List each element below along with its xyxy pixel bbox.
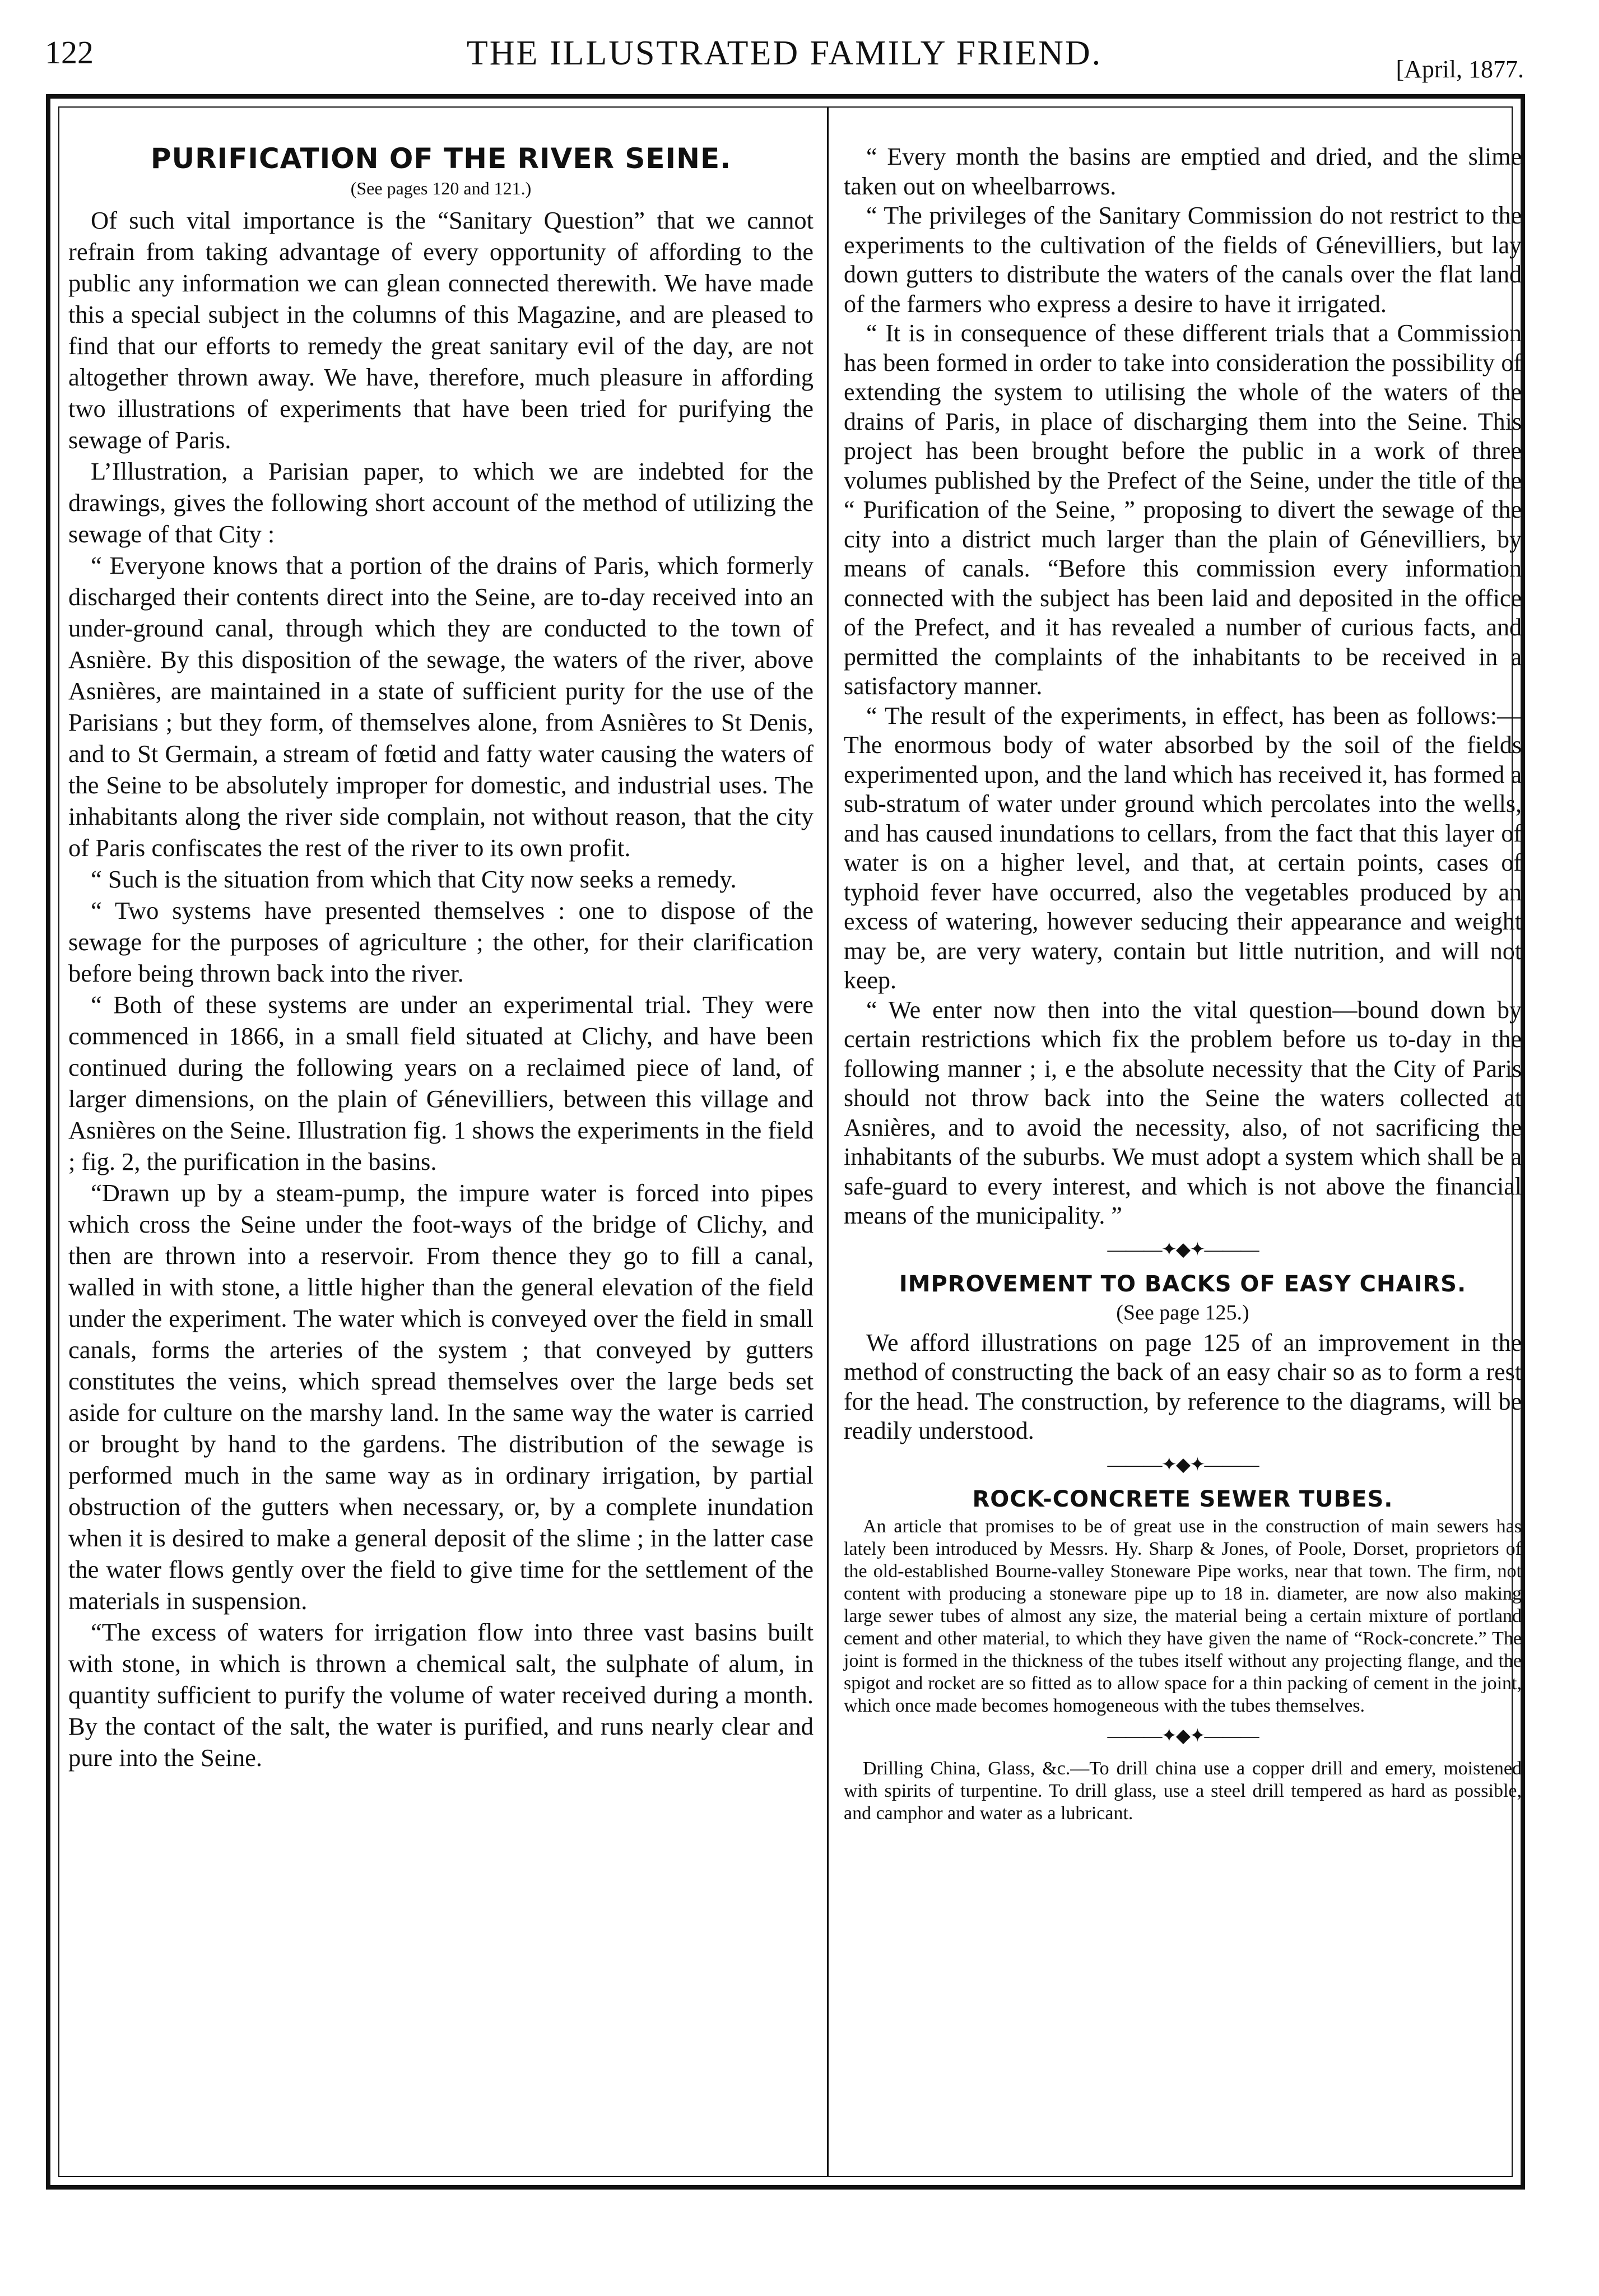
section-title: ROCK-CONCRETE SEWER TUBES. — [972, 1486, 1393, 1512]
paragraph: Drilling China, Glass, &c.—To drill china use a copper drill and emery, moistened with spirits of turpentine. To drill glass, use a steel drill tempered as hard as possible, and camphor and water as a lubricant. — [844, 1758, 1522, 1824]
paragraph: “ Such is the situation from which that City now seeks a remedy. — [91, 865, 737, 893]
paragraph: Of such vital importance is the “Sanitary Question” that we cannot refrain from taking advantage of every opportunity of affording to the public any information we can glean connected therewith. We have made this a special subject in the columns of this Magazine, and are pleased to find that our efforts to remedy the great sanitary evil of the day, are not altogether thrown away. We have, therefore, much pleasure in affording two illustrations of experiments that have been tried for purifying the sewage of Paris. — [68, 206, 814, 454]
ornament-divider: ———✦◆✦——— — [1107, 1725, 1258, 1746]
article-subtitle: (See pages 120 and 121.) — [350, 178, 532, 198]
left-column — [68, 142, 814, 1773]
page-frame-inner — [58, 106, 1522, 2177]
paragraph: L’Illustration, a Parisian paper, to which we are indebted for the drawings, gives the following short account of the method of utilizing the sewage of that City : — [68, 457, 814, 548]
column-rule — [827, 108, 829, 2176]
section-subtitle: (See page 125.) — [1116, 1300, 1249, 1324]
paragraph: An article that promises to be of great use in the construction of main sewers has lately been introduced by Messrs. Hy. Sharp & Jones, of Poole, Dorset, proprietors of the old-established Bourne-valley Stoneware Pipe works, near that town. The firm, not content with producing a stoneware pipe up to 18 in. diameter, are now also making large sewer tubes of almost any size, the material being a certain mixture of portland cement and other material, to which they have given the name of “Rock-concrete.” The joint is formed in the thickness of the tubes itself without any projecting flange, and the spigot and rocket are so fitted as to allow space for a thin packing of cement in the joint, which once made becomes homogeneous with the tubes themselves. — [844, 1516, 1522, 1716]
page-frame — [46, 94, 1525, 2190]
running-head: THE ILLUSTRATED FAMILY FRIEND. — [466, 34, 1103, 72]
page-header — [45, 34, 1524, 84]
paragraph: “ Everyone knows that a portion of the drains of Paris, which formerly discharged their contents direct into the Seine, are to-day received into an under-ground canal, through which they are conducted to the town of Asnière. By this disposition of the sewage, the waters of the river, above Asnières, are maintained in a state of sufficient purity for the use of the Parisians ; but they form, of themselves alone, from Asnières to St Denis, and to St Germain, a stream of fœtid and fatty water causing the waters of the Seine to be absolutely improper for domestic, and industrial uses. The inhabitants along the river side complain, not without reason, that the city of Paris confiscates the rest of the river to its own profit. — [68, 551, 814, 862]
small-print-block — [844, 1516, 1522, 1717]
paragraph: “ Both of these systems are under an experimental trial. They were commenced in 1866, in a small field situated at Clichy, and have been continued during the following years on a reclaimed piece of land, of larger dimensions, on the plain of Génevilliers, between this village and Asnières on the Seine. Illustration fig. 1 shows the experiments in the field ; fig. 2, the purification in the basins. — [68, 991, 814, 1175]
page-number: 122 — [45, 34, 94, 71]
right-column — [844, 142, 1522, 1825]
ornament-divider: ———✦◆✦——— — [1107, 1239, 1258, 1260]
paragraph: “ Two systems have presented themselves : one to dispose of the sewage for the purposes of agriculture ; the other, for their clarification before being thrown back into the river. — [68, 896, 814, 987]
paragraph: We afford illustrations on page 125 of an improvement in the method of constructing the back of an easy chair so as to form a rest for the head. The construction, by reference to the diagrams, will be readily understood. — [844, 1328, 1522, 1444]
paragraph: “The excess of waters for irrigation flow into three vast basins built with stone, in which is thrown a chemical salt, the sulphate of alum, in quantity sufficient to purify the volume of water received during a month. By the contact of the salt, the water is purified, and runs nearly clear and pure into the Seine. — [68, 1618, 814, 1772]
section-title: IMPROVEMENT TO BACKS OF EASY CHAIRS. — [899, 1271, 1467, 1297]
issue-date: [April, 1877. — [1396, 55, 1524, 83]
paragraph: “ We enter now then into the vital question—bound down by certain restrictions which fix the problem before us to-day in the following manner ; i, e the absolute necessity that the City of Paris should not throw back into the Seine the waters collected at Asnières, and to avoid the necessity, also, of not sacrificing the inhabitants of the suburbs. We must adopt a system which shall be a safe-guard to every interest, and which is not above the financial means of the municipality. ” — [844, 996, 1522, 1229]
small-print-block — [844, 1758, 1522, 1825]
paragraph: “ The result of the experiments, in effect, has been as follows:—The enormous body of water absorbed by the soil of the fields experimented upon, and the land which has received it, has formed a sub-stratum of water under ground which percolates into the wells, and has caused inundations to cellars, from the fact that this layer of water is on a higher level, and that, at certain points, cases of typhoid fever have occurred, also the vegetables produced by an excess of watering, however seducing their appearance and weight may be, are very watery, contain but little nutrition, and will not keep. — [844, 701, 1522, 994]
paragraph: “ The privileges of the Sanitary Commission do not restrict to the experiments to the cultivation of the fields of Génevilliers, but lay down gutters to distribute the waters of the canals over the flat land of the farmers who express a desire to have it irrigated. — [844, 202, 1522, 318]
article-title: PURIFICATION OF THE RIVER SEINE. — [150, 142, 732, 175]
paragraph: “Drawn up by a steam-pump, the impure water is forced into pipes which cross the Seine under the foot-ways of the bridge of Clichy, and then are thrown into a reservoir. From thence they go to fill a canal, walled in with stone, a little higher than the general elevation of the field under the experiment. The water which is conveyed over the field in small canals, forms the arteries of the system ; that conveyed by gutters constitutes the veins, which spread themselves over the large beds set aside for culture on the marshy land. In the same way the water is carried or brought by hand to the gardens. The distribution of the sewage is performed much in the same way as in ordinary irrigation, by partial obstruction of the gutters when necessary, or, by a complete inundation when it is desired to make a general deposit of the slime ; in the latter case the water flows gently over the field to give time for the settlement of the materials in suspension. — [68, 1179, 814, 1615]
paragraph: “ It is in consequence of these different trials that a Commission has been formed in order to take into consideration the possibility of extending the system to utilising the whole of the waters of the drains of Paris, in place of discharging them into the Seine. This project has been brought before the public in a work of three volumes published by the Prefect of the Seine, under the title of the “ Purification of the Seine, ” proposing to divert the sewage of the city into a district much larger than the plain of Génevilliers, by means of canals. “Before this commission every information connected with the subject has been laid and deposited in the office of the Prefect, and it has revealed a number of curious facts, and permitted the complaints of the inhabitants to be received in a satisfactory manner. — [844, 319, 1522, 700]
ornament-divider: ———✦◆✦——— — [1107, 1454, 1258, 1475]
paragraph: “ Every month the basins are emptied and dried, and the slime taken out on wheelbarrows. — [844, 143, 1522, 200]
